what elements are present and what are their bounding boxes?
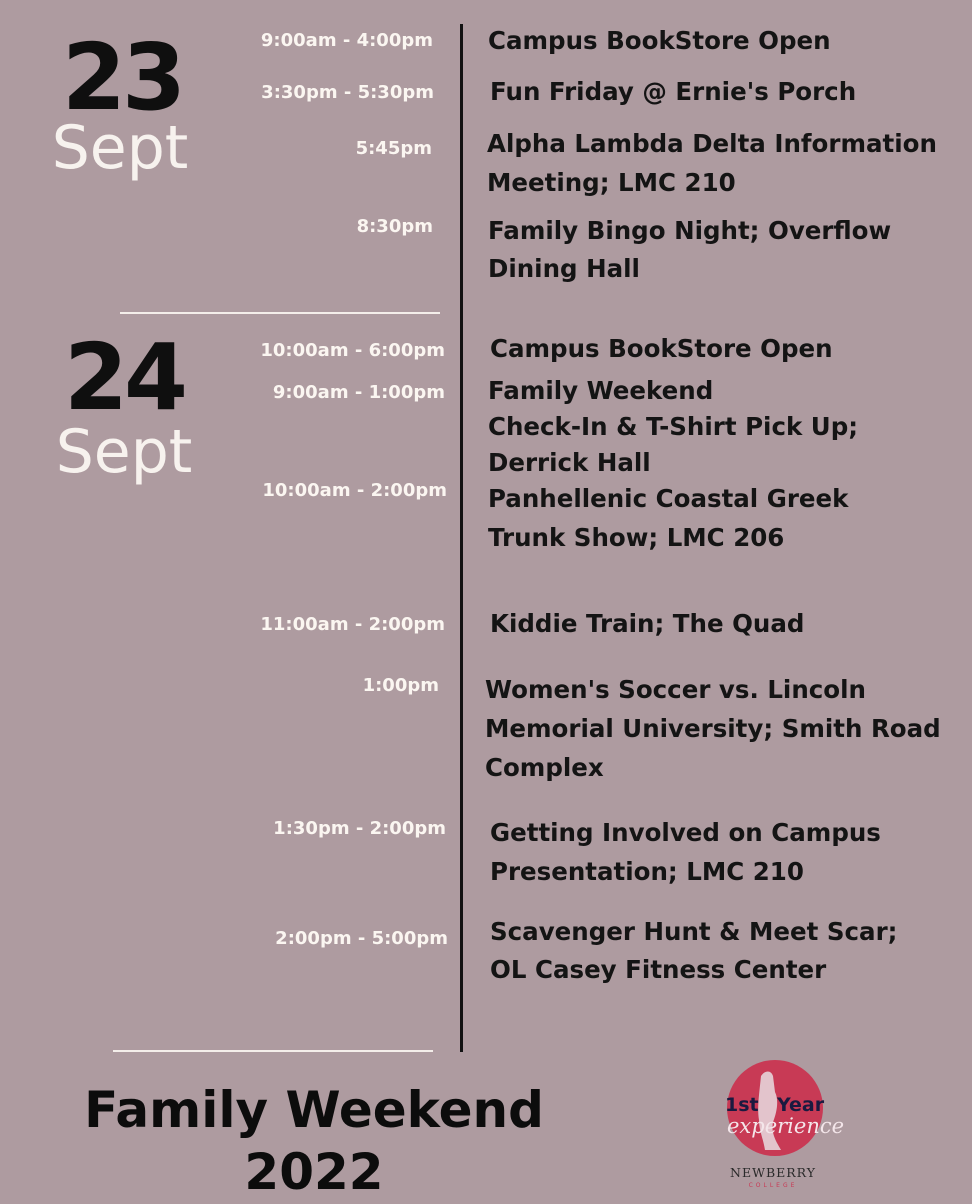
logo-wordmark: NEWBERRY [730, 1165, 816, 1180]
logo-experience-text: experience [727, 1114, 845, 1138]
event-title: Panhellenic Coastal Greek [488, 484, 849, 513]
event-title: Kiddie Train; The Quad [490, 609, 805, 638]
logo-subtext: COLLEGE [748, 1182, 798, 1189]
event-time: 2:00pm - 5:00pm [275, 928, 448, 949]
event-title: Campus BookStore Open [488, 26, 831, 55]
event-title: Fun Friday @ Ernie's Porch [490, 77, 857, 106]
event-title: Trunk Show; LMC 206 [488, 523, 785, 552]
event-title: Dining Hall [488, 254, 640, 283]
event-title: Getting Involved on Campus [490, 818, 881, 847]
column-divider [460, 24, 463, 1052]
first-year-experience-logo [705, 1060, 845, 1200]
event-title: Memorial University; Smith Road [485, 714, 941, 743]
day-23-month: Sept [51, 113, 189, 183]
page-title-year: 2022 [244, 1143, 384, 1201]
event-time: 1:00pm [362, 675, 439, 696]
logo-1st-text: 1st [725, 1094, 759, 1116]
event-title: Family Bingo Night; Overflow [488, 216, 892, 245]
page-title: Family Weekend [84, 1081, 544, 1139]
event-title: Check-In & T-Shirt Pick Up; [488, 412, 859, 441]
event-title: OL Casey Fitness Center [490, 955, 827, 984]
event-title: Presentation; LMC 210 [490, 857, 804, 886]
day-24-month: Sept [55, 417, 193, 487]
logo-year-text: Year [777, 1094, 825, 1116]
event-time: 10:00am - 6:00pm [260, 340, 445, 361]
event-title: Family Weekend [488, 376, 714, 405]
day-divider [120, 312, 440, 314]
event-time: 8:30pm [356, 216, 433, 237]
event-title: Women's Soccer vs. Lincoln [485, 675, 866, 704]
event-title: Alpha Lambda Delta Information [487, 129, 937, 158]
event-title: Campus BookStore Open [490, 334, 833, 363]
day-24-number: 24 [63, 324, 185, 431]
event-time: 9:00am - 4:00pm [260, 30, 433, 51]
event-time: 9:00am - 1:00pm [272, 382, 445, 403]
event-time: 5:45pm [355, 138, 432, 159]
event-title: Meeting; LMC 210 [487, 168, 736, 197]
event-title: Scavenger Hunt & Meet Scar; [490, 917, 898, 946]
day-23-number: 23 [61, 24, 183, 131]
event-time: 3:30pm - 5:30pm [261, 82, 434, 103]
event-time: 10:00am - 2:00pm [262, 480, 447, 501]
event-time: 1:30pm - 2:00pm [273, 818, 446, 839]
event-title: Complex [485, 753, 604, 782]
footer-divider [113, 1050, 433, 1052]
event-title: Derrick Hall [488, 448, 651, 477]
event-time: 11:00am - 2:00pm [260, 614, 445, 635]
